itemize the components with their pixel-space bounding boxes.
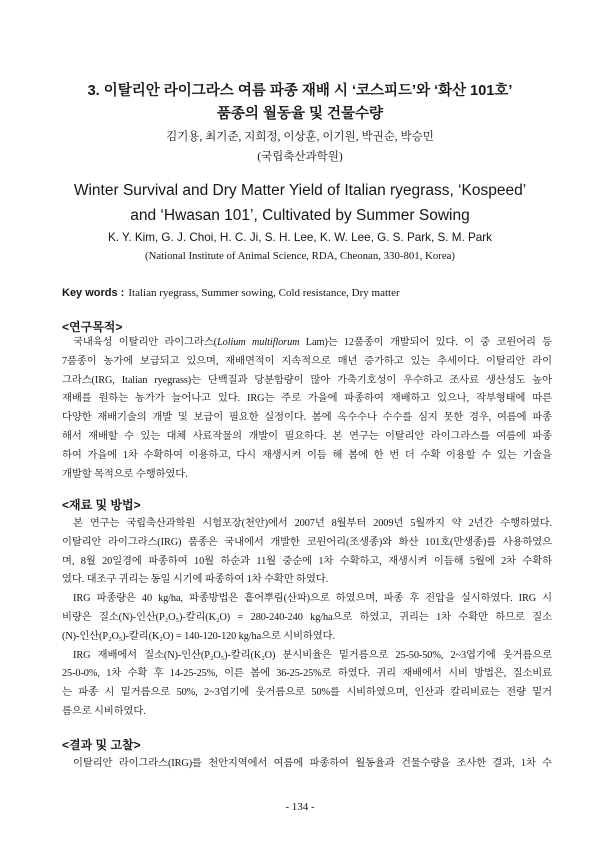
methods-paragraph xyxy=(62,515,552,722)
title-korean-line-2: 품종의 월동율 및 건물수량 xyxy=(216,106,384,122)
page-number: - 134 - xyxy=(285,801,315,813)
keywords-line xyxy=(62,283,552,301)
body-line: 하여 가을에 1차 수확하여 이용하고, 다시 재생시켜 이듬 해 봄에 한 번 더 수확 이용할 수 있는 기술을 xyxy=(62,449,552,461)
body-line: 이탈리안 라이그라스(IRG)를 천안지역에서 여름에 파종하여 월동율과 건물수량을 조사한 결과, 1차 수 xyxy=(73,758,552,769)
body-text: 국내육성 이탈리안 라이그라스( xyxy=(73,337,218,348)
keywords-value: Italian ryegrass, Summer sowing, Cold resistance, Dry matter xyxy=(128,287,400,299)
body-line: 25-0-0%, 1차 수확 후 14-25-25%, 이른 봄에 36-25-25%로 하였다. 귀리 재배에서 시비 방법은, 질소비료 xyxy=(62,668,552,680)
body-line: IRG 파종량은 40 kg/ha, 파종방법은 흩어뿌림(산파)으로 하였으며, 파종 후 진압을 실시하였다. IRG 시 xyxy=(73,593,552,605)
body-line: 본 연구는 국립축산과학원 시험포장(천안)에서 2007년 8월부터 2009년 5월까지 약 2년간 수행하였다. xyxy=(73,518,552,529)
body-line: 개발할 목적으로 수행하였다. xyxy=(62,468,188,480)
section-heading-results: <결과 및 고찰> xyxy=(62,738,141,752)
scientific-name: Lolium multiflorum xyxy=(217,337,300,348)
body-line: 그라스(IRG, Italian ryegrass)는 단백질과 당분함량이 많아 가축기호성이 우수하고 조사료 생산성도 높아 xyxy=(62,374,552,386)
body-line: 비량은 질소(N)-인산(P₂O₅)-칼리(K₂O) = 280-240-240 kg/ha으로 하였고, 귀리는 1차 수확만 하므로 질소 xyxy=(62,611,552,623)
title-english-line-1: Winter Survival and Dry Matter Yield of Italian ryegrass, ‘Kospeed’ xyxy=(73,182,527,199)
title-korean-line-1: 3. 이탈리안 라이그라스 여름 파종 재배 시 ‘코스피드’와 ‘화산 101호’ xyxy=(87,83,513,99)
body-text: Lam)는 12품종이 개발되어 있다. 이 중 코윈어리 등 xyxy=(299,337,552,348)
body-line: (N)-인산(P₂O₅)-칼리(K₂O) = 140-120-120 kg/ha으로 시비하였다. xyxy=(62,630,335,642)
body-line: 재배를 원하는 농가가 늘어나고 있다. IRG는 주로 가을에 파종하여 재배하고 있으나, 작부형태에 따른 xyxy=(62,393,552,405)
body-line: 름으로 시비하였다. xyxy=(62,705,146,717)
body-line: 해서 재배할 수 있는 대체 사료작물의 개발이 필요하다. 본 연구는 이탈리안 라이그라스를 여름에 파종 xyxy=(62,430,552,442)
section-heading-methods: <재료 및 방법> xyxy=(62,498,141,512)
affiliation-korean: (국립축산과학원) xyxy=(257,151,343,163)
body-line: 며, 8월 20일경에 파종하여 10월 하순과 11월 중순에 1차 수확하고, 재생시켜 이듬해 5월에 2차 수확하 xyxy=(62,555,552,567)
body-line: IRG 재배에서 질소(N)-인산(P₂O₅)-칼리(K₂O) 분시비율은 밑거름으로 25-50-50%, 2~3엽기에 웃거름으로 xyxy=(73,649,552,661)
purpose-paragraph xyxy=(62,334,552,484)
body-line: 였다. 대조구 귀리는 동일 시기에 파종하여 1차 수확만 하였다. xyxy=(62,574,329,586)
authors-korean: 김기용, 최기준, 지희정, 이상훈, 이기원, 박권순, 박승민 xyxy=(166,131,434,143)
body-line: 는 파종 시 밑거름으로 50%, 2~3엽기에 웃거름으로 50%를 시비하였으며, 인산과 칼리비료는 전량 밑거 xyxy=(62,687,552,699)
title-english-line-2: and ‘Hwasan 101’, Cultivated by Summer Sowing xyxy=(130,207,470,224)
body-line: 이탈리안 라이그라스(IRG) 품종은 국내에서 개발한 코윈어리(조생종)와 화산 101호(만생종)를 사용하였으 xyxy=(62,536,552,548)
keywords-label: Key words : xyxy=(62,287,125,299)
affiliation-english: (National Institute of Animal Science, RDA, Cheonan, 330-801, Korea) xyxy=(144,250,456,262)
authors-english: K. Y. Kim, G. J. Choi, H. C. Ji, S. H. Lee, K. W. Lee, G. S. Park, S. M. Park xyxy=(107,231,493,244)
body-line xyxy=(62,334,552,353)
body-line: 다양한 재배기술의 개발 및 보급이 필요한 실정이다. 봄에 옥수수나 수수를 심지 못한 경우, 여름에 파종 xyxy=(62,412,552,424)
section-heading-purpose: <연구목적> xyxy=(62,320,123,334)
results-paragraph xyxy=(62,755,552,774)
body-line: 7품종이 농가에 보급되고 있으며, 재배면적이 지속적으로 매년 증가하고 있는 추세이다. 이탈리안 라이 xyxy=(62,355,552,367)
